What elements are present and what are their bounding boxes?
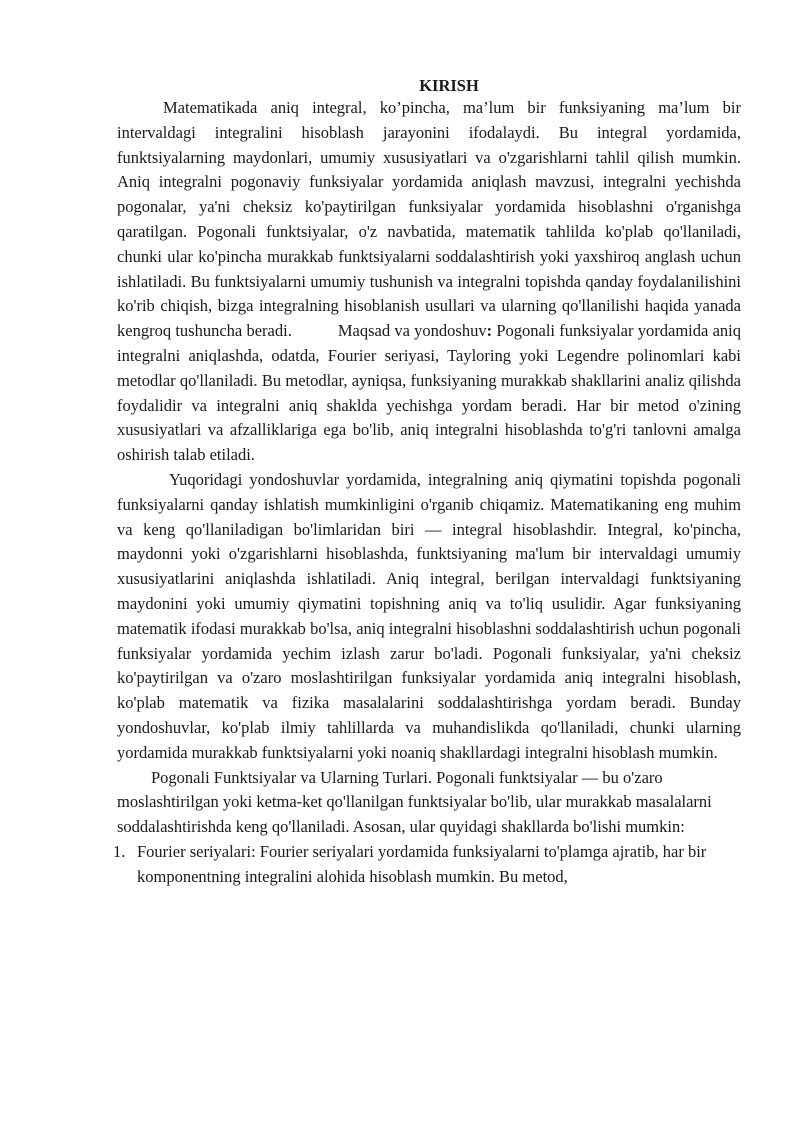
functions-paragraph: Pogonali Funktsiyalar va Ularning Turlari. Pogonali funktsiyalar — bu o'zaro moslashtirilgan yoki ketma-ket qo'llanilgan funktsiyalar bo'lib, ular murakkab masalalarni soddalashtirishda keng qo'llaniladi. Asosan, ular quyidagi shakllarda bo'lishi mumkin: [117, 767, 712, 837]
list-item [113, 840, 741, 890]
list-item-text: Fourier seriyalari: Fourier seriyalari yordamida funksiyalarni to'plamga ajratib, har bir komponentning integralini alohida hisoblash mumkin. Bu metod, [137, 841, 707, 886]
intro-paragraph [117, 96, 741, 468]
page-title: KIRISH [419, 76, 479, 95]
document-page [113, 76, 741, 890]
intro-text: Matematikada aniq integral, ko’pincha, ma’lum bir funksiyaning ma’lum bir intervaldagi integralini hisoblash jarayonini ifodalaydi. Bu integral yordamida, funktsiyalarning maydonlari, umumiy xususiyatlari va o'zgarishlarni tahlil qilish mumkin. Aniq integralni pogonaviy funksiyalar yordamida aniqlash mavzusi, integralni yechishda pogonalar, ya'ni cheksiz ko'paytirilgan funksiyalar yordamida hisoblashni o'rganishga qaratilgan. Pogonali funktsiyalar, o'z navbatida, matematik tahlilda ko'plab qo'llaniladi, chunki ular ko'pincha murakkab funktsiyalarni soddalashtirish yoki yaxshiroq anglash uchun ishlatiladi. Bu funktsiyalarni umumiy tushunish va integralni topishda qanday foydalanilishini ko'rib chiqish, bizga integralning hisoblanish usullari va ularning qo'llanilishi haqida yanada kengroq tushuncha beradi. [117, 98, 741, 341]
list-item-number: 1. [113, 841, 126, 861]
goal-colon: : [486, 321, 493, 341]
approach-paragraph: Yuqoridagi yondoshuvlar yordamida, integralning aniq qiymatini topishda pogonali funksiyalarni qanday ishlatish mumkinligini o'rganib chiqamiz. Matematikaning eng muhim va keng qo'llaniladigan bo'limlaridan biri — integral hisoblashdir. Integral, ko'pincha, maydonni yoki o'zgarishlarni hisoblashda, funktsiyaning ma'lum bir intervaldagi umumiy xususiyatlarini aniqlashda ishlatiladi. Aniq integral, berilgan intervaldagi funktsiyaning maydonini yoki umumiy qiymatini topishning aniq va to'liq usulidir. Agar funksiyaning matematik ifodasi murakkab bo'lsa, aniq integralni hisoblashni soddalashtirish uchun pogonali funksiyalar yordamida yechim izlash zarur bo'ladi. Pogonali funksiyalar, ya'ni cheksiz ko'paytirilgan va o'zaro moslashtirilgan funksiyalar yordamida aniq integralni hisoblash, ko'plab matematik va fizika masalalarini soddalashtirishga yordam beradi. Bunday yondoshuvlar, ko'plab ilmiy tahlillarda va muhandislikda qo'llaniladi, chunki ularning yordamida murakkab funktsiyalarni yoki noaniq shakllardagi integralni hisoblash mumkin. [117, 469, 741, 762]
goal-label: Maqsad va yondoshuv [337, 321, 487, 341]
numbered-list [113, 840, 741, 890]
goal-text: Pogonali funksiyalar yordamida aniq integralni aniqlashda, odatda, Fourier seriyasi, Tayloring yoki Legendre polinomlari kabi metodlar qo'llaniladi. Bu metodlar, ayniqsa, funksiyaning murakkab shakllarini analiz qilishda foydalidir va integralni aniq shaklda yechishga yordam beradi. Har bir metod o'zining xususiyatlari va afzalliklariga ega bo'lib, aniq integralni hisoblashda to'g'ri tanlovni amalga oshirish talab etiladi. [117, 321, 741, 465]
